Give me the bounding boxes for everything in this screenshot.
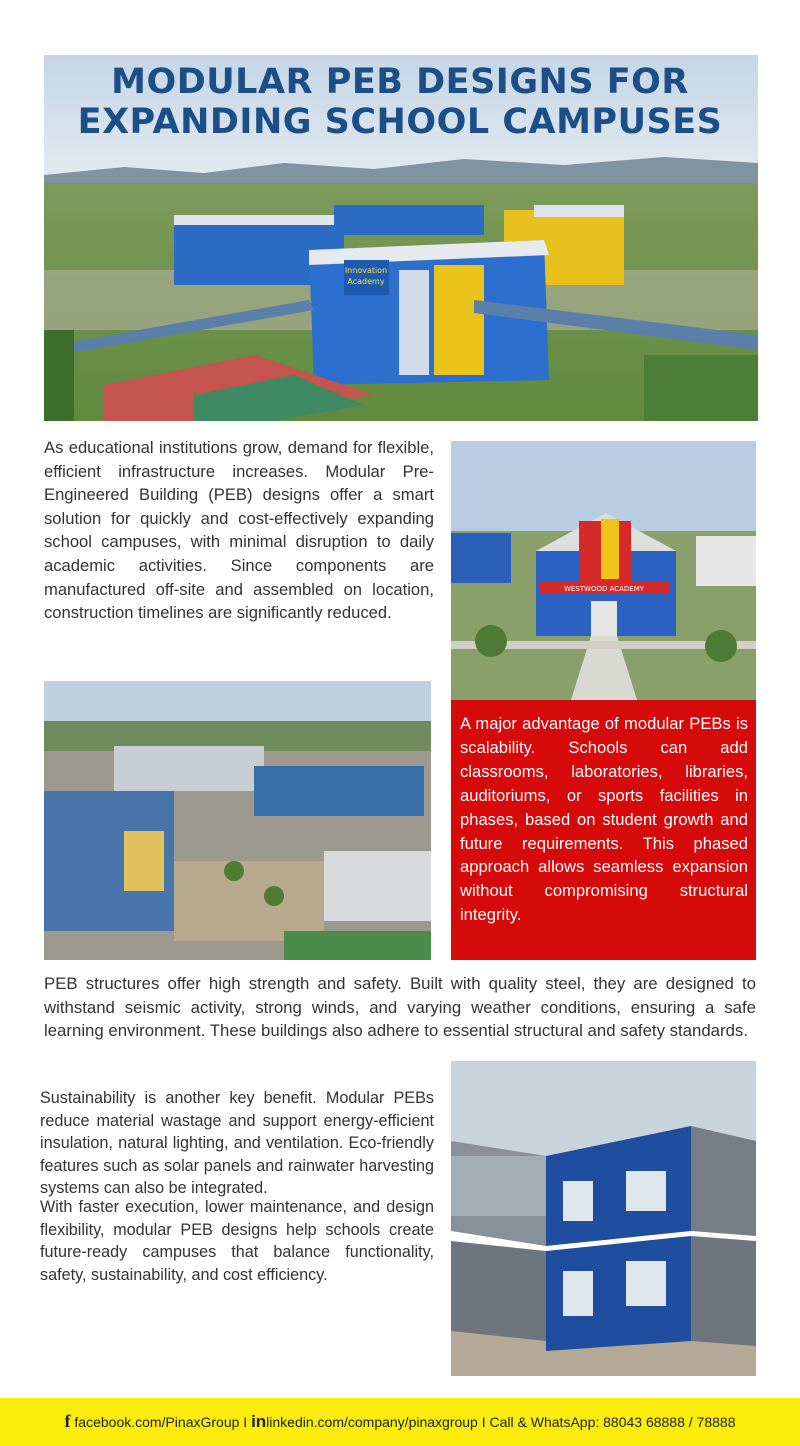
footer-separator: I [481, 1414, 486, 1430]
strength-paragraph: PEB structures offer high strength and safety. Built with quality steel, they are designed to withstand seismic activity, strong winds, and varying weather conditions, ensuring a safe learning environment. These buildings also adhere to essential structural and safety standards. [44, 974, 756, 1041]
page-title [44, 62, 756, 142]
campus-courtyard-photo [44, 681, 431, 960]
conclusion-paragraph: With faster execution, lower maintenance, and design flexibility, modular PEB designs help schools create future-ready campuses that balance functionality, safety, sustainability, and cost efficiency. [40, 1198, 434, 1284]
scalability-callout [451, 700, 756, 960]
westwood-sign: WESTWOOD ACADEMY [563, 585, 645, 593]
linkedin-link[interactable]: linkedin.com/company/pinaxgroup [266, 1414, 478, 1430]
westwood-academy-photo [451, 441, 756, 700]
svg-text:Academy: Academy [347, 277, 385, 286]
title-line-1: MODULAR PEB DESIGNS FOR [111, 62, 689, 102]
footer-separator: I [243, 1414, 248, 1430]
facebook-link[interactable]: facebook.com/PinaxGroup [74, 1414, 240, 1430]
facebook-icon: f [64, 1411, 71, 1431]
modular-container-building-photo [451, 1061, 756, 1376]
linkedin-icon: in [251, 1412, 267, 1431]
intro-paragraph: As educational institutions grow, demand for flexible, efficient infrastructure increases. Modular Pre-Engineered Building (PEB) designs offer a smart solution for quickly and cost-effectively expanding school campuses, with minimal disruption to daily academic activities. Since components are manufactured off-site and assembled on location, construction timelines are significantly reduced. [44, 438, 434, 623]
contact-footer [0, 1398, 800, 1446]
sustainability-paragraph: Sustainability is another key benefit. Modular PEBs reduce material wastage and support energy-efficient insulation, natural lighting, and ventilation. Eco-friendly features such as solar panels and rainwater harvesting systems can also be integrated. [40, 1089, 434, 1198]
title-line-2: EXPANDING SCHOOL CAMPUSES [77, 102, 723, 142]
scalability-paragraph: A major advantage of modular PEBs is scalability. Schools can add classrooms, laboratories, libraries, auditoriums, or sports facilities in phases, based on student growth and future requirements. This phased approach allows seamless expansion without compromising structural integrity. [460, 714, 748, 925]
hero-building-sign: Innovation [344, 266, 388, 275]
call-whatsapp-text: Call & WhatsApp: 88043 68888 / 78888 [489, 1414, 736, 1430]
